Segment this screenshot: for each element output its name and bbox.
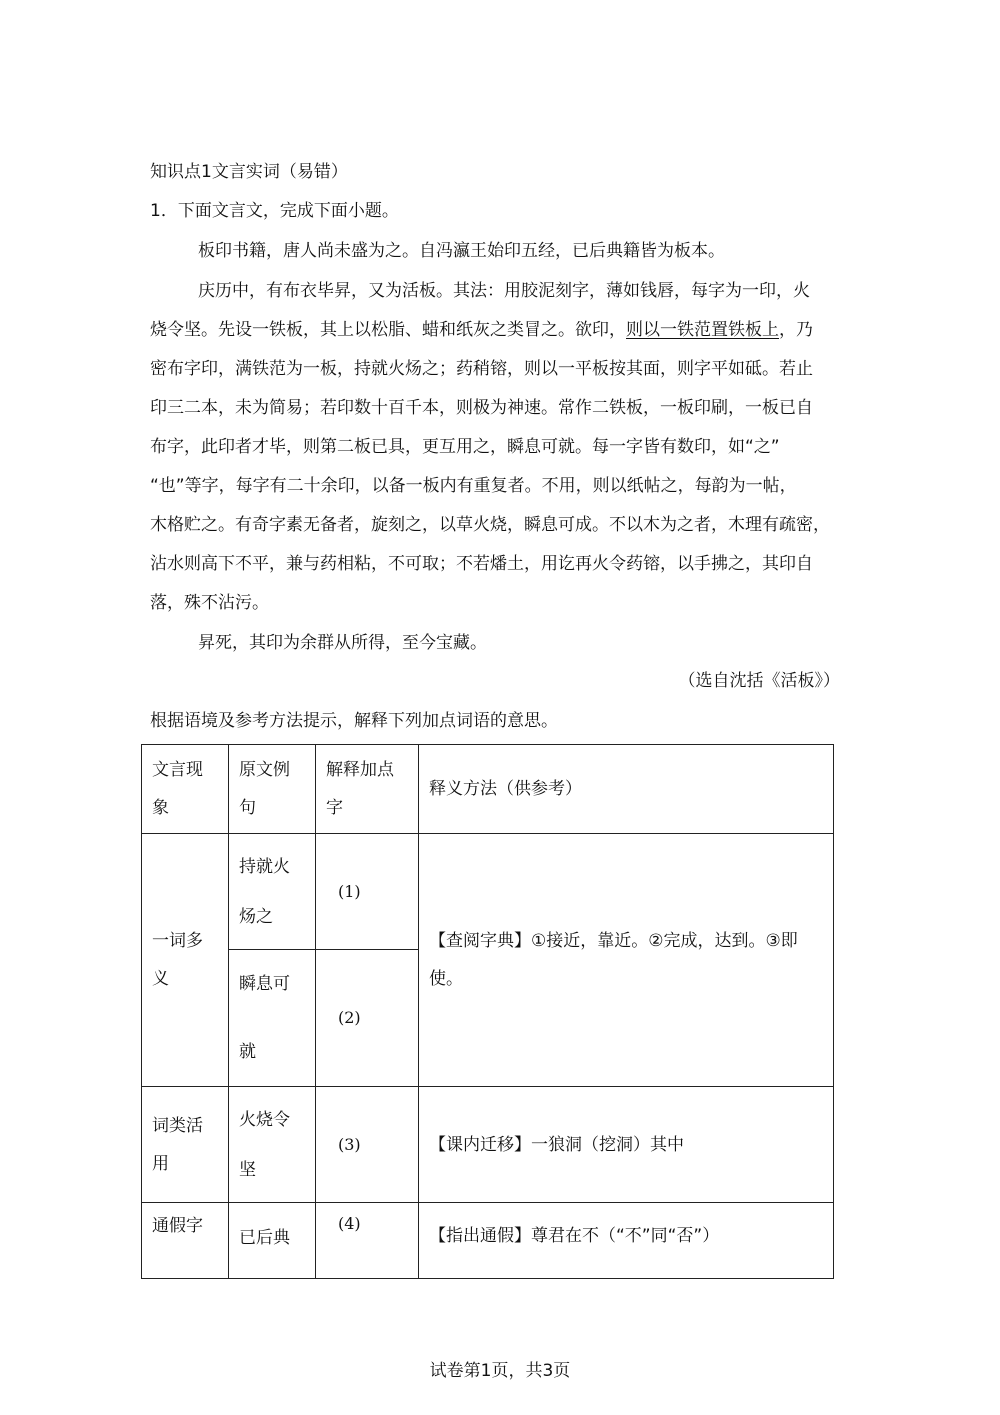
cell-phenomenon: 通假字 [142, 1203, 229, 1279]
answer-blank-2[interactable]: (2) [316, 950, 419, 1087]
passage-source: （选自沈括《活板》） [678, 671, 840, 691]
cell-phenomenon: 一词多义 [142, 834, 229, 1087]
cell-example: 已后典 [229, 1203, 316, 1279]
table-row [142, 1203, 834, 1279]
cell-example: 持就火炀之 [229, 834, 316, 950]
table-row [142, 1087, 834, 1203]
cell-method: 【指出通假】尊君在不（“不”同“否”） [419, 1203, 834, 1279]
question-stem: 1．下面文言文，完成下面小题。 [150, 201, 399, 221]
passage-line: 烧令坚。先设一铁板，其上以松脂、蜡和纸灰之类冒之。欲印，则以一铁范置铁板上，乃 [150, 320, 813, 340]
cell-method: 【课内迁移】一狼洞（挖洞）其中 [419, 1087, 834, 1203]
passage-line: 密布字印，满铁范为一板，持就火炀之；药稍镕，则以一平板按其面，则字平如砥。若止 [150, 359, 813, 379]
cell-method: 【查阅字典】①接近，靠近。②完成，达到。③即使。 [419, 834, 834, 1087]
cell-example: 瞬息可就 [229, 950, 316, 1087]
passage-line: 印三二本，未为简易；若印数十百千本，则极为神速。常作二铁板，一板印刷，一板已自 [150, 398, 813, 418]
table-row [142, 834, 834, 950]
page-footer: 试卷第1页，共3页 [429, 1361, 571, 1381]
header-example: 原文例句 [229, 745, 316, 834]
table-instruction: 根据语境及参考方法提示，解释下列加点词语的意思。 [150, 711, 558, 731]
section-title: 知识点1文言实词（易错） [150, 162, 348, 182]
cell-phenomenon: 词类活用 [142, 1087, 229, 1203]
header-method: 释义方法（供参考） [419, 745, 834, 834]
passage-paragraph-3: 昇死，其印为余群从所得，至今宝藏。 [198, 633, 487, 653]
passage-line: 沾水则高下不平，兼与药相粘，不可取；不若燔土，用讫再火令药镕，以手拂之，其印自 [150, 554, 813, 574]
answer-blank-1[interactable]: (1) [316, 834, 419, 950]
passage-line: 庆历中，有布衣毕昇，又为活板。其法：用胶泥刻字，薄如钱唇，每字为一印，火 [198, 281, 810, 301]
passage-line: “也”等字，每字有二十余印，以备一板内有重复者。不用，则以纸帖之，每韵为一帖， [150, 476, 797, 496]
underlined-sentence: 则以一铁范置铁板上 [626, 320, 779, 340]
answer-blank-4[interactable]: (4) [316, 1203, 419, 1279]
cell-example: 火烧令坚 [229, 1087, 316, 1203]
passage-line: 木格贮之。有奇字素无备者，旋刻之，以草火烧，瞬息可成。不以木为之者，木理有疏密， [150, 515, 830, 535]
table-header-row [142, 745, 834, 834]
answer-blank-3[interactable]: (3) [316, 1087, 419, 1203]
header-answer: 解释加点字 [316, 745, 419, 834]
passage-line: 布字，此印者才毕，则第二板已具，更互用之，瞬息可就。每一字皆有数印，如“之” [150, 437, 780, 457]
passage-paragraph-1: 板印书籍，唐人尚未盛为之。自冯瀛王始印五经，已后典籍皆为板本。 [198, 241, 725, 261]
passage-line: 落，殊不沾污。 [150, 593, 269, 613]
header-phenomenon: 文言现象 [142, 745, 229, 834]
answer-table [141, 744, 834, 1279]
